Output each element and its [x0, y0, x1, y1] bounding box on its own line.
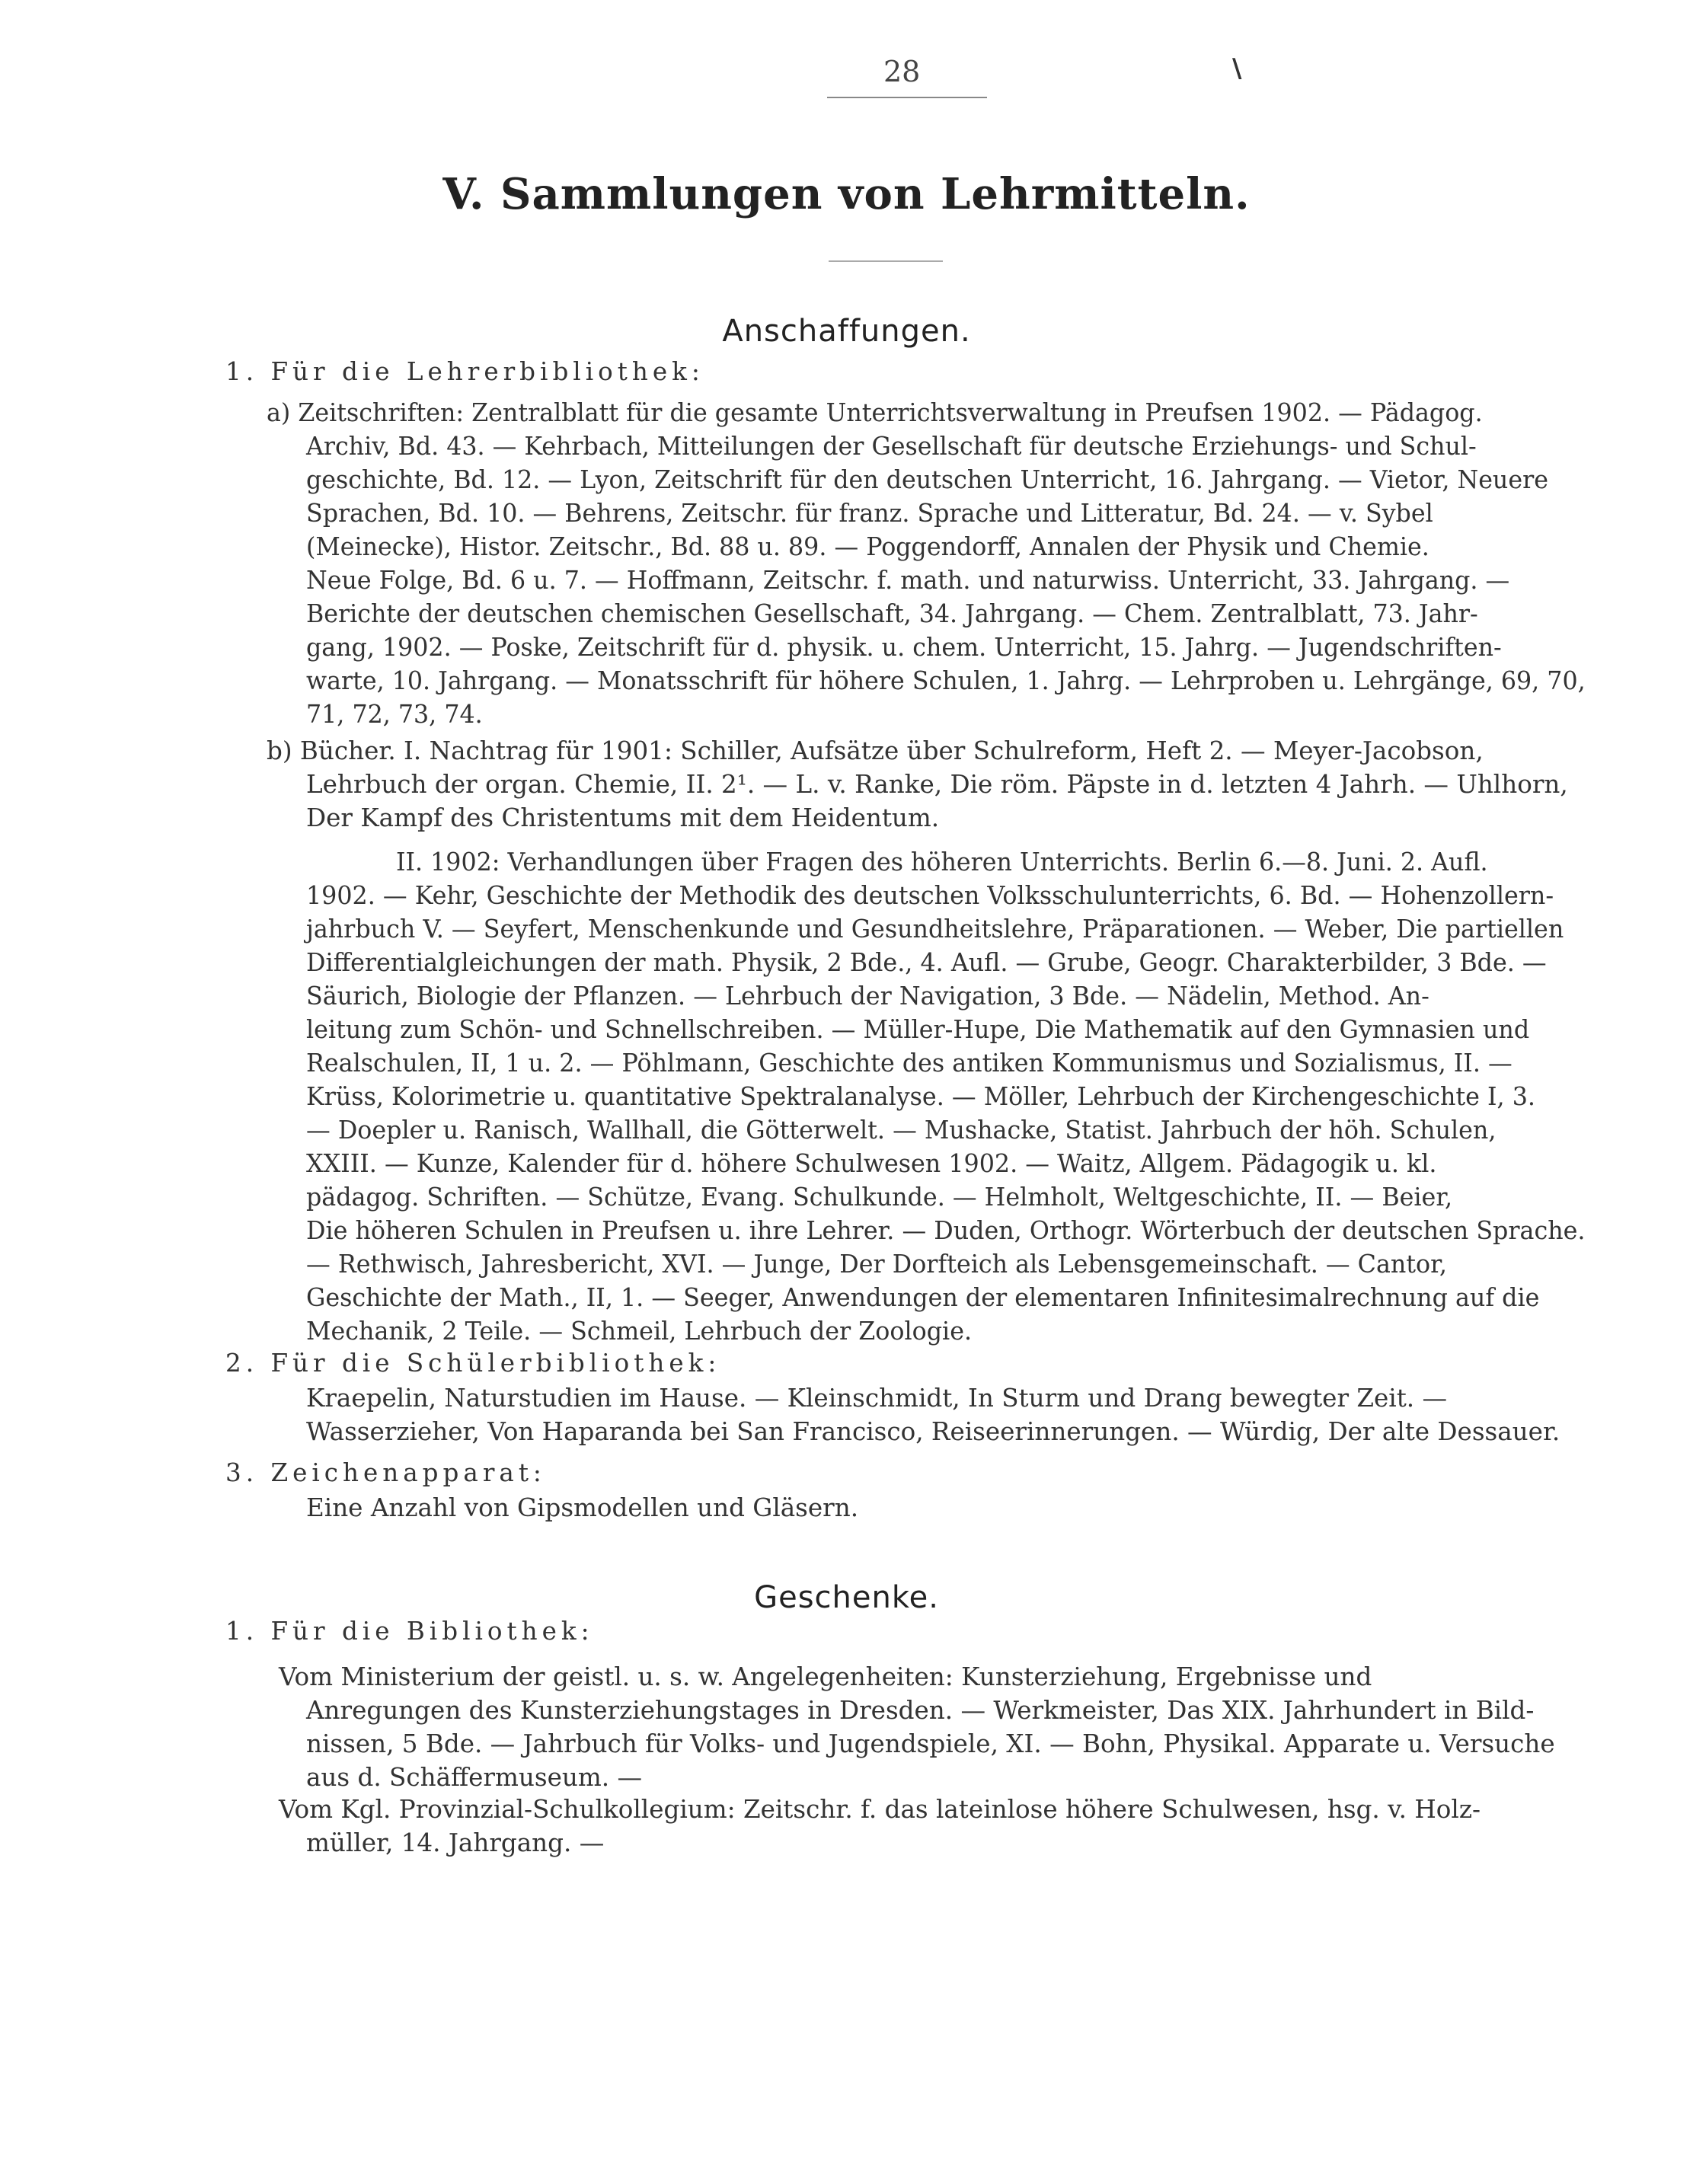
- page-number-rule: [827, 97, 987, 98]
- text-line: pädagog. Schriften. — Schütze, Evang. Schulkunde. — Helmholt, Weltgeschichte, II. — Beier,: [306, 1183, 1453, 1212]
- text-line: nissen, 5 Bde. — Jahrbuch für Volks- und Jugendspiele, XI. — Bohn, Physikal. Apparate u. Versuche: [306, 1729, 1555, 1758]
- text-line: II. 1902: Verhandlungen über Fragen des höheren Unterrichts. Berlin 6.—8. Juni. 2. Aufl.: [396, 848, 1488, 876]
- text-line: b) Bücher. I. Nachtrag für 1901: Schiller, Aufsätze über Schulreform, Heft 2. — Meyer-Jacobson,: [267, 736, 1484, 765]
- text-line: Eine Anzahl von Gipsmodellen und Gläsern.: [306, 1493, 859, 1522]
- text-line: — Rethwisch, Jahresbericht, XVI. — Junge, Der Dorfteich als Lebensgemeinschaft. — Cantor,: [306, 1250, 1447, 1279]
- schuelerbibliothek-paragraph: [306, 1381, 1560, 1448]
- text-line: Lehrbuch der organ. Chemie, II. 2¹. — L. v. Ranke, Die röm. Päpste in d. letzten 4 Jahrh. — Uhlhorn,: [306, 770, 1568, 799]
- text-line: Vom Kgl. Provinzial-Schulkollegium: Zeitschr. f. das lateinlose höhere Schulwesen, hsg. v. Holz-: [279, 1795, 1481, 1824]
- text-line: a) Zeitschriften: Zentralblatt für die gesamte Unterrichtsverwaltung in Preufsen 1902. — Pädagog.: [267, 398, 1483, 427]
- text-line: leitung zum Schön- und Schnellschreiben. — Müller-Hupe, Die Mathematik auf den Gymnasien und: [306, 1015, 1530, 1044]
- bibliothek-label: 1. Für die Bibliothek:: [225, 1617, 594, 1646]
- corner-mark: \: [1232, 53, 1242, 84]
- text-line: 71, 72, 73, 74.: [306, 700, 483, 729]
- title-divider: [829, 260, 943, 262]
- zeichenapparat-label: 3. Zeichenapparat:: [225, 1458, 546, 1487]
- buecher-nachtrag-paragraph: [306, 845, 1620, 1348]
- text-line: aus d. Schäffermuseum. —: [306, 1763, 643, 1792]
- text-line: geschichte, Bd. 12. — Lyon, Zeitschrift für den deutschen Unterricht, 16. Jahrgang. — Vietor, Neuere: [306, 465, 1548, 494]
- text-line: Archiv, Bd. 43. — Kehrbach, Mitteilungen der Gesellschaft für deutsche Erziehungs- und Schul-: [306, 432, 1477, 461]
- text-line: Realschulen, II, 1 u. 2. — Pöhlmann, Geschichte des antiken Kommunismus und Sozialismus, II. —: [306, 1049, 1513, 1078]
- lehrerbibliothek-label: 1. Für die Lehrerbibliothek:: [225, 357, 704, 386]
- text-line: müller, 14. Jahrgang. —: [306, 1828, 605, 1857]
- page-number: 28: [883, 55, 921, 88]
- anschaffungen-heading: Anschaffungen.: [722, 314, 971, 349]
- text-line: (Meinecke), Histor. Zeitschr., Bd. 88 u. 89. — Poggendorff, Annalen der Physik und Chemie.: [306, 532, 1429, 561]
- geschenke-heading: Geschenke.: [754, 1580, 939, 1615]
- zeichenapparat-paragraph: [306, 1491, 858, 1525]
- text-line: — Doepler u. Ranisch, Wallhall, die Götterwelt. — Mushacke, Statist. Jahrbuch der höh. Schulen,: [306, 1116, 1497, 1145]
- text-line: jahrbuch V. — Seyfert, Menschenkunde und Gesundheitslehre, Präparationen. — Weber, Die partiellen: [306, 915, 1564, 944]
- text-line: warte, 10. Jahrgang. — Monatsschrift für höhere Schulen, 1. Jahrg. — Lehrproben u. Lehrgänge, 69, 70,: [306, 666, 1586, 695]
- text-line: 1902. — Kehr, Geschichte der Methodik des deutschen Volksschulunterrichts, 6. Bd. — Hohenzollern-: [306, 881, 1554, 910]
- provinzial-paragraph: [279, 1793, 1481, 1860]
- text-line: Säurich, Biologie der Pflanzen. — Lehrbuch der Navigation, 3 Bde. — Nädelin, Method. An-: [306, 982, 1429, 1011]
- ministerium-paragraph: [279, 1660, 1555, 1794]
- text-line: gang, 1902. — Poske, Zeitschrift für d. physik. u. chem. Unterricht, 15. Jahrg. — Jugendschriften-: [306, 633, 1502, 662]
- buecher-paragraph: [267, 734, 1568, 835]
- text-line: XXIII. — Kunze, Kalender für d. höhere Schulwesen 1902. — Waitz, Allgem. Pädagogik u. kl.: [306, 1149, 1437, 1178]
- zeitschriften-paragraph: [267, 396, 1622, 731]
- section-title: V. Sammlungen von Lehrmitteln.: [442, 169, 1251, 219]
- text-line: Neue Folge, Bd. 6 u. 7. — Hoffmann, Zeitschr. f. math. und naturwiss. Unterricht, 33. Jahrgang. —: [306, 566, 1510, 595]
- text-line: Sprachen, Bd. 10. — Behrens, Zeitschr. für franz. Sprache und Litteratur, Bd. 24. — v. Sybel: [306, 499, 1433, 528]
- text-line: Anregungen des Kunsterziehungstages in Dresden. — Werkmeister, Das XIX. Jahrhundert in Bild-: [306, 1696, 1535, 1725]
- text-line: Die höheren Schulen in Preufsen u. ihre Lehrer. — Duden, Orthogr. Wörterbuch der deutschen Sprache.: [306, 1216, 1586, 1245]
- text-line: Differentialgleichungen der math. Physik, 2 Bde., 4. Aufl. — Grube, Geogr. Charakterbilder, 3 Bde. —: [306, 948, 1547, 977]
- text-line: Der Kampf des Christentums mit dem Heidentum.: [306, 803, 940, 832]
- text-line: Berichte der deutschen chemischen Gesellschaft, 34. Jahrgang. — Chem. Zentralblatt, 73. Jahr-: [306, 599, 1478, 628]
- schuelerbibliothek-label: 2. Für die Schülerbibliothek:: [225, 1349, 721, 1378]
- text-line: Vom Ministerium der geistl. u. s. w. Angelegenheiten: Kunsterziehung, Ergebnisse und: [279, 1662, 1372, 1691]
- text-line: Kraepelin, Naturstudien im Hause. — Kleinschmidt, In Sturm und Drang bewegter Zeit. —: [306, 1384, 1448, 1413]
- text-line: Krüss, Kolorimetrie u. quantitative Spektralanalyse. — Möller, Lehrbuch der Kirchengeschichte I, 3.: [306, 1082, 1535, 1111]
- text-line: Wasserzieher, Von Haparanda bei San Francisco, Reiseerinnerungen. — Würdig, Der alte Dessauer.: [306, 1417, 1560, 1446]
- text-line: Mechanik, 2 Teile. — Schmeil, Lehrbuch der Zoologie.: [306, 1317, 973, 1346]
- text-line: Geschichte der Math., II, 1. — Seeger, Anwendungen der elementaren Infinitesimalrechnung auf die: [306, 1283, 1540, 1312]
